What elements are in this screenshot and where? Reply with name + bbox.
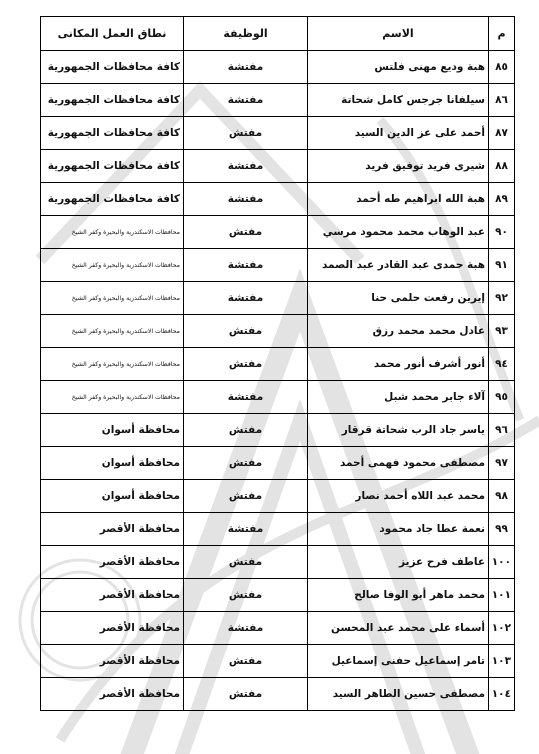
row-job: مفتشة [184, 381, 308, 414]
table-row [41, 51, 515, 84]
row-scope: محافظة الأقصر [41, 513, 184, 546]
row-name: أسماء على محمد عبد المحسن [308, 612, 489, 645]
row-scope: كافة محافظات الجمهورية [41, 183, 184, 216]
table-row [41, 678, 515, 711]
row-name: عادل محمد محمد رزق [308, 315, 489, 348]
row-scope: محافظات الاسكندرية والبحيرة وكفر الشيخ [41, 315, 184, 348]
table-body [41, 51, 515, 711]
row-name: مصطفى محمود فهمى أحمد [308, 447, 489, 480]
row-name: إيرين رفعت حلمى حنا [308, 282, 489, 315]
row-job: مفتشة [184, 282, 308, 315]
row-job: مفتش [184, 579, 308, 612]
row-number: ٩٢ [489, 282, 515, 315]
row-name: هبة الله ابراهيم طه أحمد [308, 183, 489, 216]
table-row [41, 84, 515, 117]
row-job: مفتشة [184, 183, 308, 216]
row-job: مفتشة [184, 249, 308, 282]
row-name: هبة حمدى عبد القادر عبد الصمد [308, 249, 489, 282]
row-number: ٨٨ [489, 150, 515, 183]
row-scope: محافظة أسوان [41, 480, 184, 513]
row-name: أحمد على عز الدين السيد [308, 117, 489, 150]
table-row [41, 546, 515, 579]
row-job: مفتشة [184, 51, 308, 84]
header-job: الوظيفة [184, 17, 308, 51]
row-scope: محافظات الاسكندرية والبحيرة وكفر الشيخ [41, 381, 184, 414]
row-name: أنور أشرف أنور محمد [308, 348, 489, 381]
table-row [41, 183, 515, 216]
row-scope: محافظة أسوان [41, 414, 184, 447]
header-number: م [489, 17, 515, 51]
row-name: سيلفانا جرجس كامل شحاتة [308, 84, 489, 117]
row-number: ٩٦ [489, 414, 515, 447]
row-scope: محافظة الأقصر [41, 612, 184, 645]
row-job: مفتشة [184, 612, 308, 645]
table-row [41, 315, 515, 348]
row-number: ٩٣ [489, 315, 515, 348]
row-number: ٨٥ [489, 51, 515, 84]
table-row [41, 381, 515, 414]
row-number: ٩١ [489, 249, 515, 282]
row-job: مفتشة [184, 513, 308, 546]
row-number: ١٠٣ [489, 645, 515, 678]
table-row [41, 579, 515, 612]
row-name: محمد ماهر أبو الوفا صالح [308, 579, 489, 612]
row-number: ٩٠ [489, 216, 515, 249]
table-row [41, 348, 515, 381]
inspectors-table [40, 16, 515, 711]
row-scope: محافظات الاسكندرية والبحيرة وكفر الشيخ [41, 216, 184, 249]
row-number: ٩٧ [489, 447, 515, 480]
row-scope: محافظة أسوان [41, 447, 184, 480]
row-scope: محافظة الأقصر [41, 579, 184, 612]
row-scope: محافظات الاسكندرية والبحيرة وكفر الشيخ [41, 282, 184, 315]
row-number: ٩٩ [489, 513, 515, 546]
row-scope: محافظة الأقصر [41, 546, 184, 579]
row-job: مفتشة [184, 150, 308, 183]
row-number: ٨٩ [489, 183, 515, 216]
row-number: ٨٧ [489, 117, 515, 150]
row-number: ٨٦ [489, 84, 515, 117]
row-scope: كافة محافظات الجمهورية [41, 51, 184, 84]
row-scope: كافة محافظات الجمهورية [41, 150, 184, 183]
row-name: شيرى فريد توفيق فريد [308, 150, 489, 183]
table-row [41, 150, 515, 183]
table-row [41, 645, 515, 678]
row-name: نعمة عطا جاد محمود [308, 513, 489, 546]
row-job: مفتش [184, 447, 308, 480]
table-row [41, 612, 515, 645]
table-row [41, 249, 515, 282]
table-row [41, 414, 515, 447]
row-job: مفتش [184, 645, 308, 678]
header-scope: نطاق العمل المكانى [41, 17, 184, 51]
row-scope: كافة محافظات الجمهورية [41, 117, 184, 150]
row-job: مفتش [184, 414, 308, 447]
row-job: مفتش [184, 117, 308, 150]
row-job: مفتش [184, 315, 308, 348]
row-number: ١٠٤ [489, 678, 515, 711]
row-job: مفتش [184, 546, 308, 579]
row-scope: كافة محافظات الجمهورية [41, 84, 184, 117]
row-name: محمد عبد اللاه أحمد نصار [308, 480, 489, 513]
table-row [41, 447, 515, 480]
row-number: ٩٤ [489, 348, 515, 381]
row-number: ٩٨ [489, 480, 515, 513]
row-name: عبد الوهاب محمد محمود مرسي [308, 216, 489, 249]
row-number: ١٠٢ [489, 612, 515, 645]
row-job: مفتشة [184, 84, 308, 117]
row-name: عاطف فرح عزيز [308, 546, 489, 579]
table-row [41, 282, 515, 315]
table-row [41, 480, 515, 513]
table-row [41, 117, 515, 150]
row-name: مصطفى حسين الطاهر السيد [308, 678, 489, 711]
table-header-row [41, 17, 515, 51]
row-job: مفتش [184, 348, 308, 381]
row-job: مفتش [184, 480, 308, 513]
table-row [41, 216, 515, 249]
row-scope: محافظة الأقصر [41, 678, 184, 711]
table-row [41, 513, 515, 546]
row-scope: محافظة الأقصر [41, 645, 184, 678]
row-name: هبة وديع مهنى فلتس [308, 51, 489, 84]
row-name: تامر إسماعيل حفنى إسماعيل [308, 645, 489, 678]
row-job: مفتش [184, 216, 308, 249]
row-number: ١٠٠ [489, 546, 515, 579]
header-name: الاسم [308, 17, 489, 51]
row-name: ياسر جاد الرب شحاتة قرقار [308, 414, 489, 447]
row-scope: محافظات الاسكندرية والبحيرة وكفر الشيخ [41, 249, 184, 282]
row-scope: محافظات الاسكندرية والبحيرة وكفر الشيخ [41, 348, 184, 381]
row-name: آلاء جابر محمد شبل [308, 381, 489, 414]
row-number: ٩٥ [489, 381, 515, 414]
row-number: ١٠١ [489, 579, 515, 612]
row-job: مفتش [184, 678, 308, 711]
